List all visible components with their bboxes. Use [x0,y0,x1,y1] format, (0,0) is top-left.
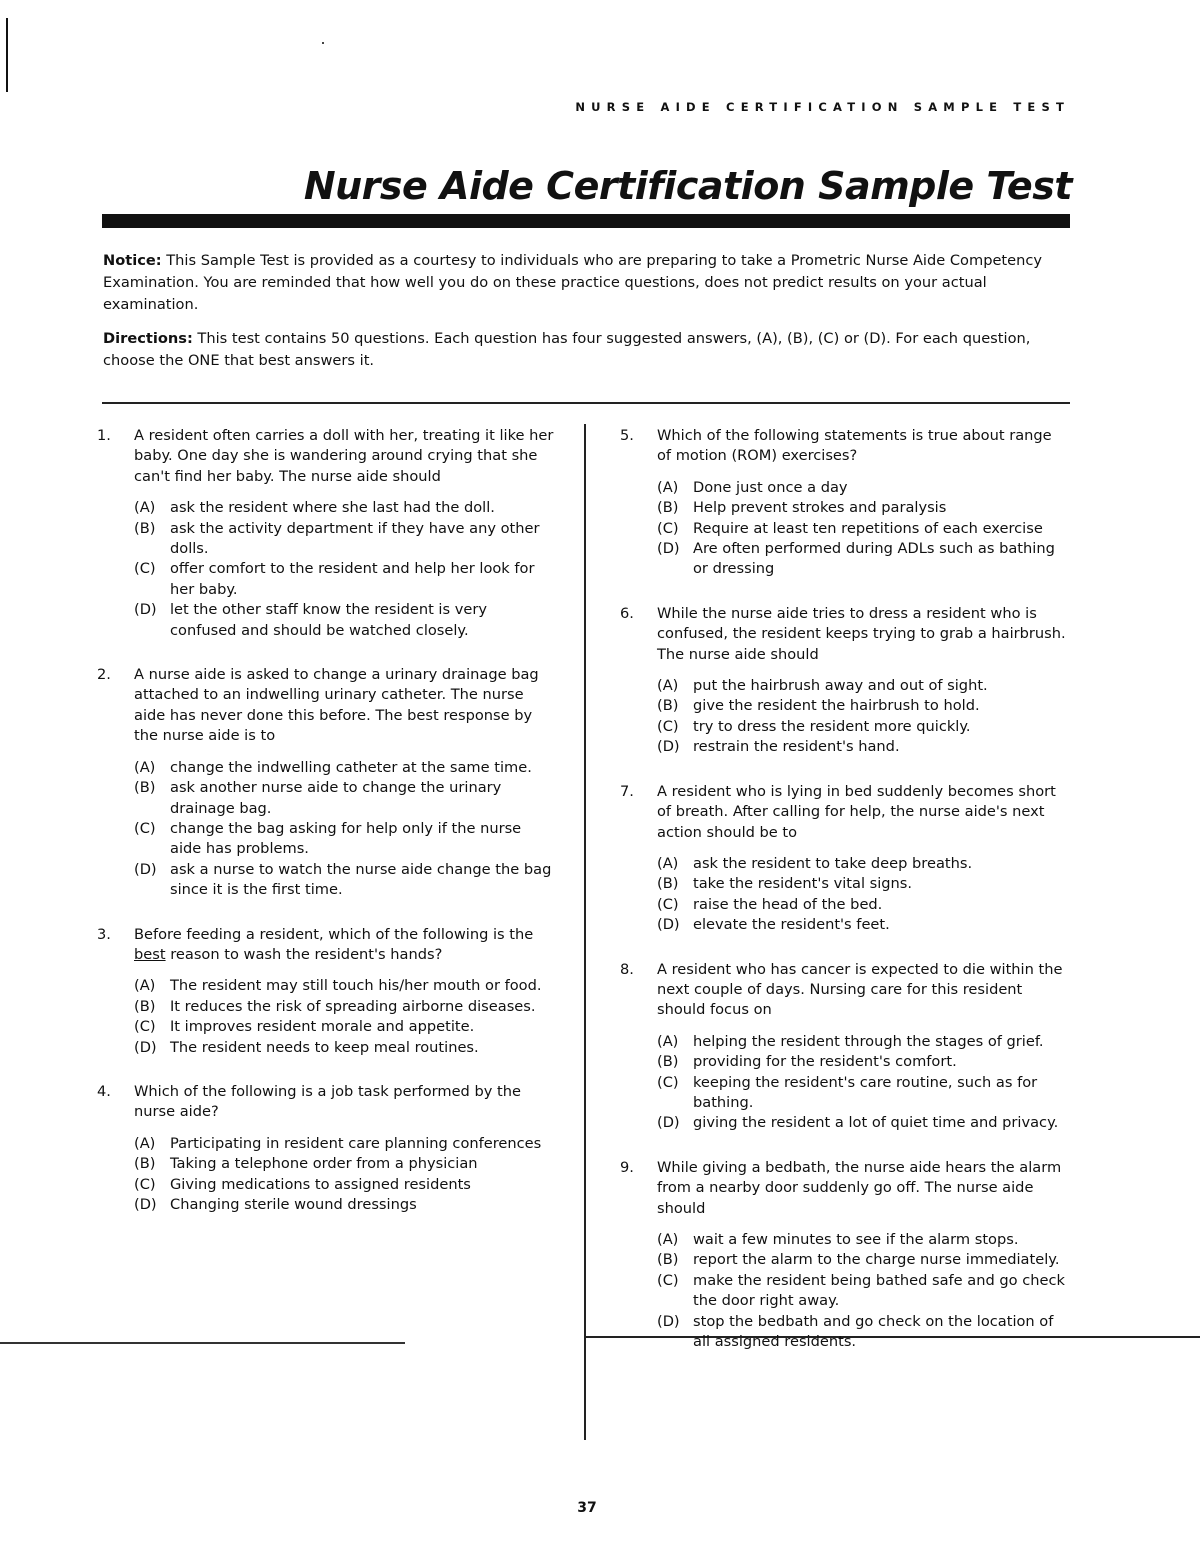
option-text: Help prevent strokes and paralysis [693,499,947,517]
answer-option [657,737,1070,757]
option-letter: (A) [657,854,679,872]
answer-option [657,895,1070,915]
notice-label: Notice: [103,252,162,269]
option-text: The resident needs to keep meal routines. [170,1038,479,1056]
option-text: giving the resident a lot of quiet time and privacy. [693,1114,1059,1132]
option-text: give the resident the hairbrush to hold. [693,697,980,715]
option-text: ask the resident where she last had the doll. [170,499,495,517]
option-text: The resident may still touch his/her mouth or food. [170,977,542,995]
option-letter: (A) [657,1032,679,1050]
answer-options [134,976,555,1058]
answer-option [134,1154,555,1174]
option-letter: (B) [134,519,156,537]
question-number: 1. [97,427,111,444]
option-text: take the resident's vital signs. [693,875,913,893]
answer-options [657,1032,1070,1134]
question-number: 2. [97,666,111,684]
option-letter: (B) [657,499,679,517]
option-letter: (A) [657,1231,679,1248]
question-8 [620,960,1070,1134]
option-text: make the resident being bathed safe and go check the door right away. [693,1271,1065,1310]
option-text: providing for the resident's comfort. [693,1053,957,1071]
option-text: raise the head of the bed. [693,895,883,913]
question-emphasis: best [134,945,166,963]
question-text: While the nurse aide tries to dress a resident who is confused, the resident keeps trying to grab a hairbrush. The nurse aide should [657,604,1066,663]
option-text: Participating in resident care planning conferences [170,1134,542,1152]
left-column [97,426,555,1239]
answer-options [134,498,555,641]
answer-option [134,1195,555,1215]
question-2 [97,665,555,900]
option-letter: (C) [134,1175,156,1193]
question-text: A resident often carries a doll with her, treating it like her baby. One day she is wandering around crying that she can't find her baby. The nurse aide should [134,427,554,485]
option-text: offer comfort to the resident and help her look for her baby. [170,560,535,598]
answer-option [134,976,555,996]
question-text-part: reason to wash the resident's hands? [165,945,443,963]
answer-option [657,874,1070,894]
question-stem [620,604,1070,665]
question-7 [620,782,1070,936]
question-stem [620,426,1070,467]
option-text: Require at least ten repetitions of each exercise [693,519,1043,537]
option-letter: (B) [657,1053,679,1071]
answer-option [134,758,555,778]
option-letter: (A) [134,977,156,995]
option-text: It reduces the risk of spreading airborne diseases. [170,997,536,1015]
question-text: Which of the following statements is true about range of motion (ROM) exercises? [657,427,1052,465]
question-number: 7. [620,782,634,800]
answer-option [134,1175,555,1195]
option-letter: (C) [657,895,679,913]
option-letter: (B) [134,1155,156,1173]
question-text-part: Before feeding a resident, which of the following is the [134,925,534,943]
section-divider [102,402,1070,404]
answer-options [657,676,1070,758]
answer-options [657,1230,1070,1352]
option-text: put the hairbrush away and out of sight. [693,677,988,695]
option-letter: (A) [657,478,679,496]
option-letter: (C) [134,819,156,837]
question-text: A resident who has cancer is expected to die within the next couple of days. Nursing care for this resident should focus on [657,960,1063,1019]
question-number: 6. [620,604,634,622]
answer-options [134,1134,555,1216]
option-letter: (D) [134,860,157,878]
answer-option [134,519,555,560]
answer-option [657,1052,1070,1072]
scan-artifact-mark [6,18,8,92]
question-number: 5. [620,427,634,444]
option-text: elevate the resident's feet. [693,916,890,934]
option-text: ask another nurse aide to change the urinary drainage bag. [170,779,502,817]
right-column [620,426,1070,1376]
answer-option [657,676,1070,696]
question-stem [620,960,1070,1021]
option-letter: (D) [657,738,680,756]
option-text: report the alarm to the charge nurse immediately. [693,1251,1060,1269]
option-letter: (D) [657,1312,680,1330]
option-letter: (D) [657,1114,680,1132]
question-stem [97,1082,555,1123]
option-letter: (D) [657,916,680,934]
option-text: keeping the resident's care routine, such as for bathing. [693,1073,1038,1111]
answer-option [134,860,555,901]
option-text: change the bag asking for help only if the nurse aide has problems. [170,819,522,858]
answer-option [657,519,1070,539]
answer-option [134,600,555,641]
option-letter: (B) [657,1251,679,1269]
answer-option [657,539,1070,580]
directions-text: This test contains 50 questions. Each question has four suggested answers, (A), (B), (C) or (D). For each question, choose the ONE that best answers it. [103,330,1031,369]
bottom-rule-left [0,1342,405,1344]
answer-option [657,717,1070,737]
question-number: 8. [620,960,634,978]
question-3 [97,925,555,1058]
question-9 [620,1158,1070,1353]
option-letter: (C) [134,560,156,578]
option-text: Are often performed during ADLs such as bathing or dressing [693,540,1055,578]
directions-paragraph [103,328,1068,372]
question-number: 3. [97,925,111,943]
question-text: While giving a bedbath, the nurse aide hears the alarm from a nearby door suddenly go off. The nurse aide should [657,1158,1062,1217]
answer-option [134,1038,555,1058]
option-text: It improves resident morale and appetite. [170,1018,475,1036]
option-letter: (C) [657,1271,679,1289]
question-5 [620,426,1070,580]
question-stem [97,925,555,966]
question-text: A nurse aide is asked to change a urinary drainage bag attached to an indwelling urinary catheter. The nurse aide has never done this before. The best response by the nurse aide is to [134,666,539,745]
answer-option [657,498,1070,518]
answer-option [657,1113,1070,1133]
notice-paragraph [103,250,1068,316]
option-letter: (C) [657,519,679,537]
answer-option [657,854,1070,874]
question-4 [97,1082,555,1215]
option-text: Taking a telephone order from a physician [170,1155,478,1173]
option-letter: (B) [657,697,679,715]
answer-option [657,1250,1070,1270]
option-letter: (B) [134,997,156,1015]
option-text: ask a nurse to watch the nurse aide change the bag since it is the first time. [170,860,552,899]
answer-option [657,1312,1070,1353]
question-stem [97,665,555,747]
answer-options [134,758,555,901]
option-letter: (A) [134,758,156,776]
answer-option [134,1017,555,1037]
question-text: Which of the following is a job task performed by the nurse aide? [134,1082,521,1121]
option-letter: (D) [134,1038,157,1056]
question-stem [97,426,555,487]
question-number: 4. [97,1082,111,1100]
question-text: A resident who is lying in bed suddenly becomes short of breath. After calling for help, the nurse aide's next action should be to [657,782,1056,841]
option-text: wait a few minutes to see if the alarm stops. [693,1231,1019,1248]
answer-option [134,997,555,1017]
option-text: Changing sterile wound dressings [170,1196,417,1213]
option-text: Giving medications to assigned residents [170,1175,471,1193]
answer-option [134,498,555,518]
question-6 [620,604,1070,758]
option-letter: (A) [657,677,679,695]
option-letter: (A) [134,1134,156,1152]
answer-option [134,778,555,819]
page-title: Nurse Aide Certification Sample Test [303,164,1072,208]
directions-label: Directions: [103,330,193,347]
option-letter: (D) [134,1196,157,1213]
option-text: try to dress the resident more quickly. [693,717,971,735]
answer-option [657,1271,1070,1312]
answer-option [134,559,555,600]
answer-option [134,1134,555,1154]
answer-options [657,478,1070,580]
option-letter: (B) [657,875,679,893]
option-text: restrain the resident's hand. [693,738,900,756]
answer-option [657,1073,1070,1114]
answer-option [657,478,1070,498]
option-text: ask the activity department if they have any other dolls. [170,519,540,558]
option-letter: (C) [657,1073,679,1091]
option-text: ask the resident to take deep breaths. [693,854,973,872]
answer-option [657,1032,1070,1052]
answer-option [657,696,1070,716]
page-number: 37 [577,1500,597,1516]
question-text [134,925,555,966]
column-divider [584,424,586,1440]
option-letter: (C) [134,1018,156,1036]
intro-block [103,250,1068,384]
answer-option [134,819,555,860]
answer-option [657,1230,1070,1250]
option-text: Done just once a day [693,478,848,496]
question-stem [620,782,1070,843]
option-letter: (C) [657,717,679,735]
option-letter: (A) [134,499,156,517]
option-letter: (B) [134,779,156,797]
option-text: change the indwelling catheter at the same time. [170,758,532,776]
option-text: helping the resident through the stages of grief. [693,1032,1044,1050]
running-head: NURSE AIDE CERTIFICATION SAMPLE TEST [575,100,1070,114]
question-1 [97,426,555,641]
notice-text: This Sample Test is provided as a courtesy to individuals who are preparing to take a Prometric Nurse Aide Competency Examination. You are reminded that how well you do on these practice questions, does not predict results on your actual examination. [103,252,1043,313]
option-text: let the other staff know the resident is very confused and should be watched closely. [170,601,487,639]
option-text: stop the bedbath and go check on the location of all assigned residents. [693,1312,1054,1351]
answer-options [657,854,1070,936]
scan-artifact-dot [322,42,324,44]
answer-option [657,915,1070,935]
question-number: 9. [620,1158,634,1176]
option-letter: (D) [134,601,157,619]
question-stem [620,1158,1070,1219]
option-letter: (D) [657,540,680,558]
title-rule [102,214,1070,228]
